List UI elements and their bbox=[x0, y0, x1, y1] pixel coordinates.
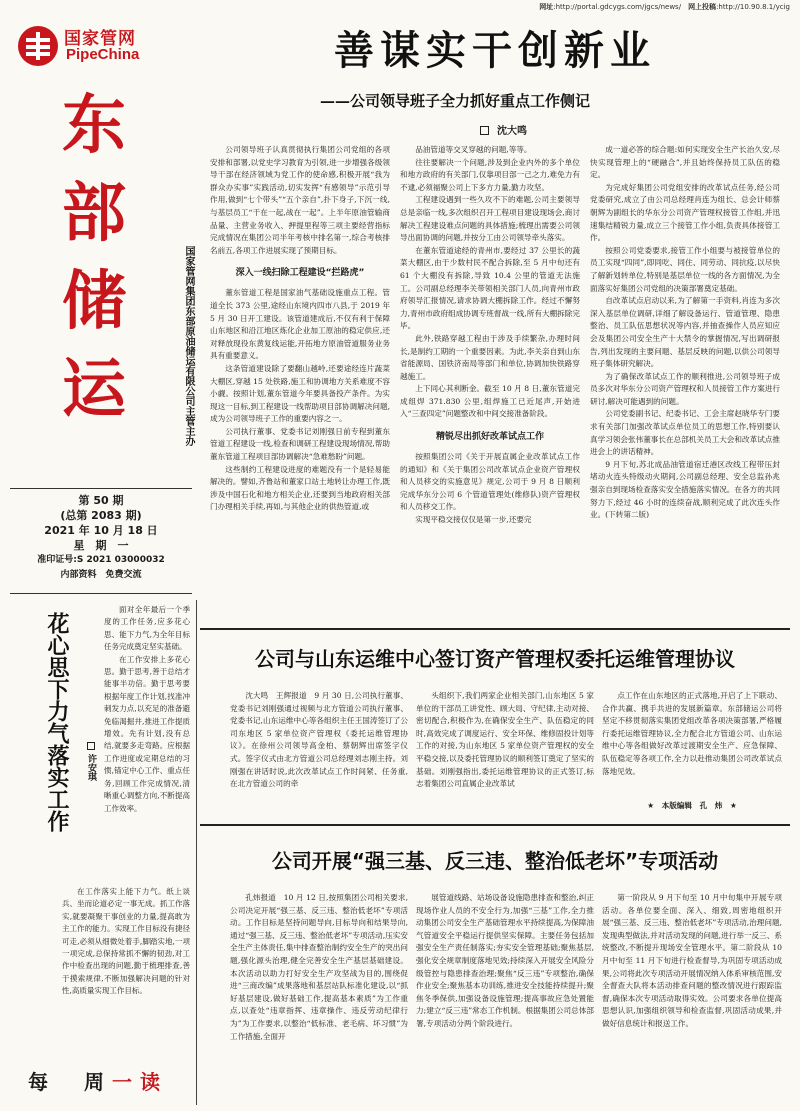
paragraph: 为完成好集团公司党组安排的改革试点任务,经公司党委研究,成立了由公司总经理肖连为组长、总会计师蔡朝辉为副组长的华东分公司资产管理权接管工作组,并迅速集结精锐力量,成立三个接管工作小组,负责具体接管工作。 bbox=[590, 182, 780, 243]
site-url[interactable]: :http://portal.gdcygs.com/jgcs/news/ bbox=[553, 3, 682, 11]
section-heading: 精锐尽出抓好改革试点工作 bbox=[435, 432, 544, 443]
paragraph: 9 月下旬,苏北成品油管道宿迁港区改线工程带压封堵动火连头特级动火期间,公司副总经理、安全总监孙兆强亲自到现场检查落实安全措施落实情况。在各方的共同努力下,经过 46 小时的连续奋战,顺利完成了此次连头作业。(下转第二版) bbox=[590, 459, 780, 520]
paragraph: 品油管道等交叉穿越的问题,等等。 bbox=[415, 145, 532, 154]
commentary-title: 花心思下力气落实工作 bbox=[44, 612, 70, 832]
paragraph: 成一道必答的综合题:如何实现安全生产长治久安,尽快实现管理上的“硬融合”,并且始终保持员工队伍的稳定。 bbox=[590, 145, 780, 180]
masthead bbox=[10, 14, 192, 596]
paragraph: 董东管道工程是国家油气基础设施重点工程。管道全长 373 公里,途经山东境内四市八县,于 2019 年 5 月 30 日开工建设。该管道建成后,不仅有利于保障山东地区和沿江地区炼化企业加工原油的稳定供应,还对释放现役东黄复线运能,开拓地方原油管道服务业务具有重要意义。 bbox=[210, 288, 390, 361]
pipechina-logo bbox=[10, 18, 190, 74]
paragraph: 工程建设遇到一些久攻不下的难题,公司主要领导总是亲临一线,多次组织召开工程项目建设现场会,商讨解决工程建设难点问题的具体措施;梳理出需要公司领导出面协调的问题,并按分工由公司领导牵头落实。 bbox=[400, 195, 580, 243]
paragraph: 沈大鸣 王辉报道 9 月 30 日,公司执行董事、党委书记刘刚强通过视频与北方管道公司执行董事、党委书记,山东运维中心等各组织主任王国涛签订了公司东地区 5 家单位资产管理权《委托运维管理协议》。在徐州公司领导高金柏、蔡朝辉出席签字仪式。签字仪式由北方管道公司总经理刘志刚主持。刘刚强在讲话时说,此次改革试点工作时间紧、任务重,在北方管道公司的牵 bbox=[230, 691, 408, 789]
article3-column-1 bbox=[230, 892, 408, 1102]
paragraph: 在工作落实上能下力气。纸上谈兵、坐而论道必定一事无成。抓工作落实,就要凝聚干事创业的力量,提高敢为主工作的能力。实现工作目标没有捷径可走,必须从细微处着手,脚踏实地,一项一项完成,总保持常抓不懈的韧劲,对工作中检查出现的问题,勤于梳理排查,善于摸索规律,不断加强解决问题的针对性,高质量实现工作目标。 bbox=[62, 887, 190, 996]
lead-headline: 善谋实干创新业 bbox=[334, 28, 656, 74]
commentary-byline bbox=[86, 742, 98, 781]
paragraph: 此外,铁路穿越工程由于涉及手续繁杂,办理时间长,是制约工期的一个重要因素。为此,李关亲自到山东省能源局、国铁济南局等部门和单位,协调加快铁路穿越施工。 bbox=[400, 333, 580, 381]
read-label: 一读 bbox=[112, 1070, 168, 1094]
paragraph: 点工作在山东地区的正式落地,开启了上下联动、合作共赢、携手共进的发展新篇章。东部储运公司将坚定不移贯彻落实集团党组改革各项决策部署,严格履行委托运维管理协议,全力配合北方管道公司、山东运维中心等各组做好改革过渡期安全生产、应急保障、队伍稳定等各项工作,全力以赴推动集团公司改革试点落地见效。 bbox=[602, 691, 782, 776]
issue-info bbox=[10, 488, 192, 594]
issue-date: 2021 年 10 月 18 日 bbox=[44, 524, 158, 537]
lead-subhead: ——公司领导班子全力抓好重点工作侧记 bbox=[320, 92, 591, 110]
paragraph: 公司执行董事、党委书记刘刚强日前专程到董东管道工程建设一线,检查和调研工程建设现场情况,帮助董东管道工程项目部协调解决“急难愁盼”问题。 bbox=[210, 426, 390, 462]
issue-weekday: 星 期 一 bbox=[73, 539, 129, 552]
article2-column-2 bbox=[416, 690, 594, 820]
paragraph: 在工作安排上多花心思。勤于思考,善于总结才能事半功倍。勤于思考要根据年度工作计划,找准冲刺发力点,以充足的准备避免临渴掘井,推进工作提质增效。先有计划,没有总结,就要多走弯路。应根据工作进度或定期总结的习惯,锚定中心工作、重点任务,回顾工作完成情况,清晰重心调整方向,不断提高工作效率。 bbox=[104, 654, 190, 813]
paragraph: 按照公司党委要求,接管工作小组要与被接管单位的员工实现“四同”,即同吃、同住、同劳动、同抗疫,以尽快了解新划转单位,特别是基层单位一线的各方面情况,为全面落实好集团公司党组的决策部署奠定基础。 bbox=[590, 245, 780, 293]
paragraph: 实现平稳交接仅仅是第一步,还要完 bbox=[415, 515, 532, 525]
lead-byline bbox=[480, 122, 680, 137]
top-url-bar bbox=[0, 0, 800, 14]
paragraph: 在董东管道途经的青州市,要经过 37 公里长的蔬菜大棚区,由于少数村民不配合拆除,至 5 月中旬还有 61 个大棚没有拆除,导致 10.4 公里的管道无法施工。公司副总经理李关带领相关部门人员,向青州市政府领导汇报情况,请求协调大棚拆除工作。经过不懈努力,青州市政府组成协调专班督战一线,所有大棚拆除完毕。 bbox=[400, 245, 580, 331]
paragraph: 这条管道建设除了要翻山越岭,还要途经连片蔬菜大棚区,穿越 15 处铁路,施工和协调地方关系难度不容小觑。按照计划,董东管道今年要具备投产条件。为实现这一目标,到工程建设一线帮助项目部协调解决问题,成为公司领导班子工作的重要内容之一。 bbox=[210, 363, 390, 424]
commentary-text-bottom bbox=[62, 886, 190, 1056]
paragraph: 为了确保改革试点工作的顺利推进,公司领导班子成员多次对华东分公司资产管理权和人员接管工作方案进行研讨,解决可能遇到的问题。 bbox=[590, 371, 780, 406]
paragraph: 公司领导班子认真贯彻执行集团公司党组的各项安排和部署,以党史学习教育为引领,进一步增强各级领导干部在经济领域为党工作的使命感,积极开展“我为群众办实事”实践活动,切实发挥“有感领导”示范引导作用,做到“七个带头”“五个亲自”,扑下身子,下沉一线,与基层员工“干在一起,战在一起”。上半年原油管输商品量、主营业务收入、押提里程等三项主要经营指标完成情况在集团公司半年考核中排名第一,综合考核排名前五,各项工作进展实现了预期目标。 bbox=[210, 145, 390, 255]
paragraph: 自改革试点启动以来,为了解第一手资料,肖连为多次深入基层单位调研,详细了解设备运行、管道管理、隐患整治、员工队伍思想状况等内容,并抽查操作人员应知应会及集团公司安全生产十大禁令的掌握情况,写出调研报告,列出发现的主要问题、基层反映的问题,以供公司领导班子集体研究解决。 bbox=[590, 296, 780, 369]
paragraph: 头组织下,我们两家企业相关部门,山东地区 5 家单位的干部员工讲党性、顾大局、守纪律,主动对接、密切配合,积极作为,在确保安全生产、队伍稳定的同时,高效完成了调度运行、安全环保、维修固投计划等工作的对接,为山东地区 5 家单位资产管理权的安全平稳交接,以及委托管理协议的顺利签订奠定了坚实的基础。刘刚强指出,委托运维管理协议的正式签订,标志着集团公司直属企业改革试 bbox=[416, 691, 594, 789]
commentary-text-top bbox=[104, 604, 190, 876]
paragraph: 往往要解决一个问题,涉及到企业内外的多个单位和地方政府的有关部门,仅靠项目部一己之力,难免力有不逮,必须福聚公司上下多方力量,勤力攻坚。 bbox=[400, 157, 580, 192]
article2-column-1 bbox=[230, 690, 408, 820]
paragraph: 公司党委副书记、纪委书记、工会主席赵晓华专门要求有关部门加强改革试点单位员工的思想工作,特别要认真学习领会张伟董事长在总部机关员工大会和改革试点推进会上的讲话精神。 bbox=[590, 409, 780, 457]
lead-column-1 bbox=[210, 144, 390, 624]
byline-box-icon bbox=[87, 742, 95, 750]
permit-number: 准印证号:S 2021 03000032 bbox=[37, 555, 165, 565]
page-editor: ★ 本版编辑 孔 炜 ★ bbox=[647, 801, 737, 810]
logo-cn-text: 国家管网 bbox=[64, 29, 136, 49]
lead-column-2 bbox=[400, 144, 580, 624]
section-heading: 深入一线扫除工程建设“拦路虎” bbox=[235, 268, 365, 279]
submit-url[interactable]: :http://10.90.8.1/ycig bbox=[716, 3, 790, 11]
commentary-author: 许安琪 bbox=[86, 754, 96, 781]
divider bbox=[200, 824, 790, 826]
paragraph: 这些制约工程建设进度的难题没有一个是轻易能解决的。譬如,齐鲁站和董家口站土地转让办理工作,既涉及中国石化和地方相关企业,还要到当地政府相关部门办理相关手续,再如,与其他企业的供热管道,或 bbox=[210, 464, 390, 512]
issue-number: 第 50 期 bbox=[78, 494, 124, 507]
paragraph: 上下同心其利断金。截至 10 月 8 日,董东管道完成组焊 371.830 公里,组焊施工已近尾声,开始进入“三查四定”问题整改和中间交接准备阶段。 bbox=[400, 384, 580, 419]
sponsor-line: 国家管网集团东部原油储运有限公司主管主办 bbox=[183, 246, 194, 446]
divider bbox=[200, 628, 790, 630]
paper-name: 东部储运 bbox=[62, 88, 126, 427]
submit-label: 网上投稿 bbox=[688, 3, 717, 11]
logo-en-text: PipeChina bbox=[66, 46, 140, 63]
article2-title: 公司与山东运维中心签订资产管理权委托运维管理协议 bbox=[255, 647, 735, 671]
paragraph: 面对全年最后一个季度的工作任务,应多花心思、能下力气,为全年目标任务完成奠定坚实基础。 bbox=[104, 605, 190, 652]
paragraph: 按照集团公司《关于开展直属企业改革试点工作的通知》和《关于集团公司改革试点企业资产管理权和人员移交的实施意见》规定,公司于 9 月 8 日顺利完成华东分公司 6 个管道管理处(维修队)资产管理权和人员移交工作。 bbox=[400, 452, 580, 512]
total-issue-number: (总第 2083 期) bbox=[60, 509, 142, 522]
weekly-read-label bbox=[28, 1066, 168, 1095]
paragraph: 第一阶段从 9 月下旬至 10 月中旬集中开展专项活动。各单位要全面、深入、细致,周密地组织开展“强三基、反三违、整治低老坏”专项活动,治理问题,发现典型做法,并对活动发现的问题,进行举一反三、系统整改,不断提升现场安全管理水平。第二阶段从 10 月中旬至 11 月下旬进行检查督导,为巩固专项活动成果,公司将此次专项活动开展情况纳入体系审核范围,安全督查大队将本活动排查问题的整改情况进行跟踪监督,确保本次专项活动取得实效。公司要求各单位提高思想认识,加强组织领导和检查监督,巩固活动成果,并做好信息统计和报送工作。 bbox=[602, 893, 782, 1028]
site-label: 网址 bbox=[539, 3, 554, 11]
byline-box-icon bbox=[480, 126, 489, 135]
pipechina-logo-icon bbox=[18, 26, 58, 66]
column-divider bbox=[196, 600, 197, 1105]
lead-column-3 bbox=[590, 144, 780, 624]
article3-title: 公司开展“强三基、反三违、整治低老坏”专项活动 bbox=[271, 849, 719, 873]
paragraph: 孔炜报道 10 月 12 日,按照集团公司相关要求,公司决定开展“强三基、反三违、整治低老坏”专项活动。工作目标是坚持问题导向,目标导向和结果导向,通过“强三基、反三违、整治低老坏”专项活动,压实安全生产主体责任,集中排查整治制约安全生产的突出问题,强化源头治理,健全完善安全生产基层基础建设。本次活动以助力打好安全生产攻坚战为目的,围绕促进“三商改编”成果落地和基层站队标准化建设,以“抓好基层建设,做好基础工作,提高基本素质”为工作重点,以查处“违章指挥、违章操作、违反劳动纪律行为”为工作要求,以整治“低标准、老毛病、坏习惯”为工作措施,全面开 bbox=[230, 893, 408, 1041]
lead-author: 沈大鸣 bbox=[497, 126, 527, 137]
circulation-note: 内部资料 免费交流 bbox=[60, 570, 142, 580]
article3-column-2 bbox=[416, 892, 594, 1102]
article2-column-3 bbox=[602, 690, 782, 798]
article3-column-3 bbox=[602, 892, 782, 1102]
paragraph: 展管道线路、站场设备设施隐患排查和整治,纠正现场作业人员的不安全行为,加强“三基”工作,全力推动集团公司安全生产基础管理水平持续提高,为保障油气管道安全平稳运行提供坚实保障。主要任务包括加强安全生产责任制落实;夯实安全管理基础;聚焦基层,强化安全规章制度落地见效;持续深入开展安全风险分级管控与隐患排查治理;聚焦“反三违”专项整治,确保作业安全;聚焦基本功训练,推进安全技能持续提升;聚焦冬季保供,加强设备设施管理;提高事故应急处置能力;建立“反三违”常态工作机制。根据集团公司总体部署,专项活动分两个阶段进行。 bbox=[416, 893, 594, 1028]
weekly-label: 每 周 bbox=[28, 1070, 112, 1094]
